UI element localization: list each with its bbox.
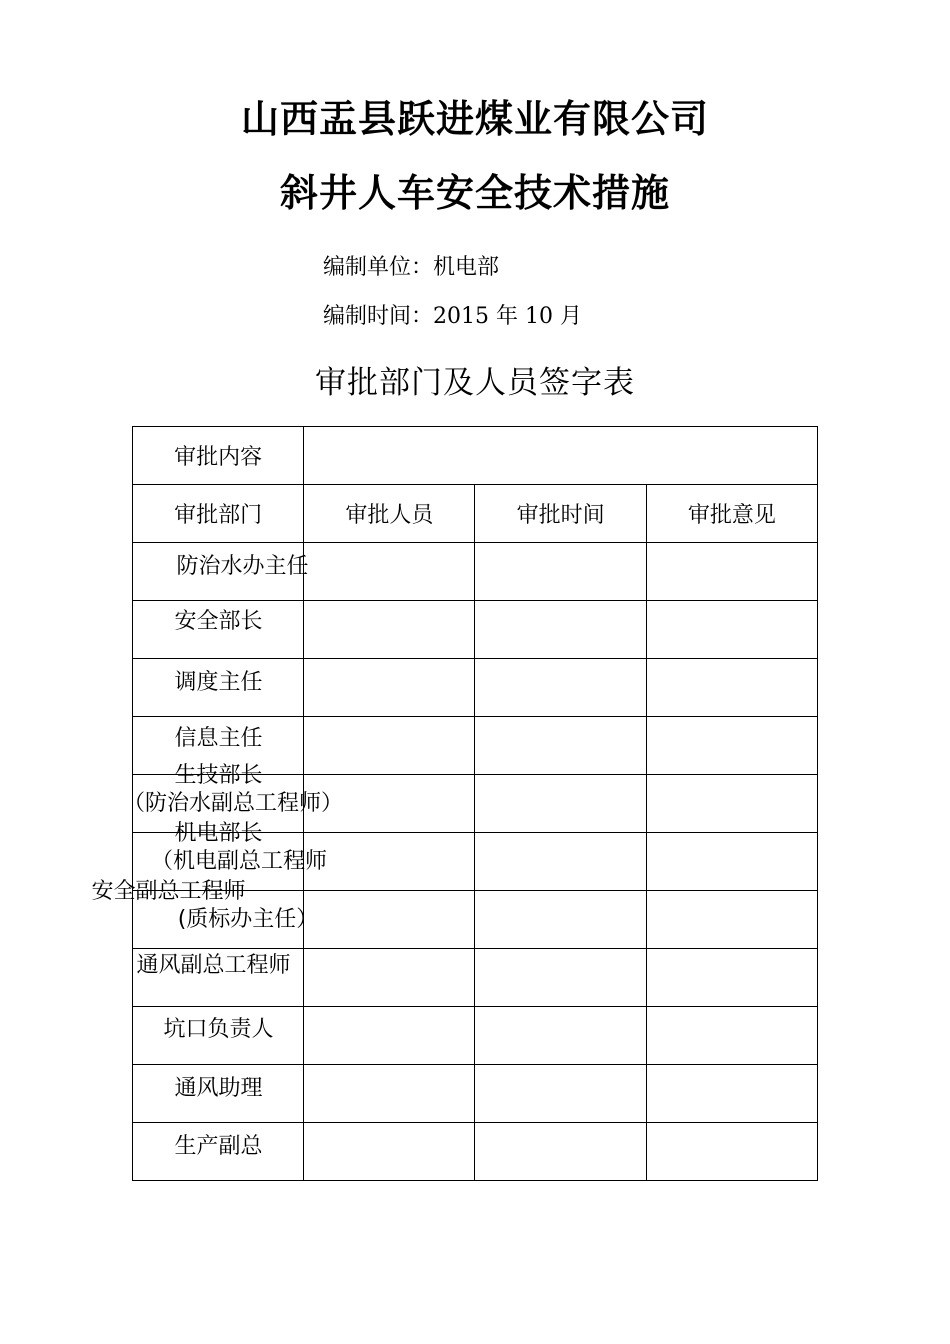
- header-department: 审批部门: [133, 485, 304, 543]
- table-title: 审批部门及人员签字表: [315, 365, 635, 401]
- opinion-cell[interactable]: [646, 1065, 817, 1123]
- opinion-cell[interactable]: [646, 659, 817, 717]
- table-row: [133, 949, 818, 1007]
- department-label-secondary: （机电副总工程师: [150, 849, 327, 874]
- department-cell: [133, 949, 304, 1007]
- approver-cell[interactable]: [304, 1123, 475, 1181]
- department-label: 坑口负责人: [163, 1017, 274, 1042]
- table-row: [133, 1123, 818, 1181]
- approval-table: [91, 426, 818, 1181]
- company-title: 山西盂县跃进煤业有限公司: [240, 97, 709, 141]
- header-row: [133, 485, 818, 543]
- approver-cell[interactable]: [304, 543, 475, 601]
- approver-cell[interactable]: [304, 949, 475, 1007]
- department-cell: [133, 1065, 304, 1123]
- department-label: 生技部长: [174, 763, 263, 788]
- time-cell[interactable]: [475, 833, 646, 891]
- table-row: [133, 543, 818, 601]
- department-label: 信息主任: [174, 726, 263, 751]
- header-time: 审批时间: [475, 485, 646, 543]
- opinion-cell[interactable]: [646, 1123, 817, 1181]
- opinion-cell[interactable]: [646, 949, 817, 1007]
- opinion-cell[interactable]: [646, 833, 817, 891]
- department-cell: [133, 543, 309, 601]
- time-cell[interactable]: [475, 543, 646, 601]
- department-label: 机电部长: [174, 821, 263, 846]
- department-label: 生产副总: [174, 1134, 263, 1159]
- table-row: [133, 1007, 818, 1065]
- table-row: [133, 601, 818, 659]
- department-cell: [133, 1007, 304, 1065]
- approver-cell[interactable]: [304, 717, 475, 775]
- table-row: [133, 659, 818, 717]
- time-cell[interactable]: [475, 891, 646, 949]
- department-cell: [133, 659, 304, 717]
- department-label: 安全部长: [174, 609, 263, 634]
- opinion-cell[interactable]: [646, 543, 817, 601]
- content-row: [133, 427, 818, 485]
- opinion-cell[interactable]: [646, 717, 817, 775]
- table-body: [91, 543, 818, 1181]
- department-label: 安全副总工程师: [91, 879, 246, 904]
- approver-cell[interactable]: [304, 659, 475, 717]
- approver-cell[interactable]: [304, 1007, 475, 1065]
- department-cell: [133, 1123, 304, 1181]
- time-cell[interactable]: [475, 1065, 646, 1123]
- department-label: 防治水办主任: [176, 554, 309, 579]
- measure-title: 斜井人车安全技术措施: [279, 171, 670, 215]
- time-cell[interactable]: [475, 717, 646, 775]
- content-label: 审批内容: [133, 427, 304, 485]
- time-cell[interactable]: [475, 775, 646, 833]
- content-value-cell[interactable]: [304, 427, 818, 485]
- time-cell[interactable]: [475, 601, 646, 659]
- approver-cell[interactable]: [304, 1065, 475, 1123]
- time-cell[interactable]: [475, 1007, 646, 1065]
- opinion-cell[interactable]: [646, 601, 817, 659]
- time-cell[interactable]: [475, 949, 646, 1007]
- opinion-cell[interactable]: [646, 891, 817, 949]
- header-opinion: 审批意见: [646, 485, 817, 543]
- department-label: 调度主任: [174, 670, 263, 695]
- compile-unit: 编制单位：机电部: [323, 255, 500, 280]
- approver-cell[interactable]: [304, 601, 475, 659]
- opinion-cell[interactable]: [646, 1007, 817, 1065]
- compile-time: 编制时间：2015 年 10 月: [323, 304, 582, 329]
- department-label-secondary: (质标办主任）: [177, 907, 319, 932]
- time-cell[interactable]: [475, 659, 646, 717]
- time-cell[interactable]: [475, 1123, 646, 1181]
- table-row: [133, 891, 818, 949]
- department-label: 通风助理: [174, 1076, 263, 1101]
- department-cell: [91, 879, 319, 949]
- opinion-cell[interactable]: [646, 775, 817, 833]
- header-approver: 审批人员: [304, 485, 475, 543]
- department-label-secondary: （防治水副总工程师）: [122, 791, 343, 816]
- department-label: 通风副总工程师: [136, 953, 291, 978]
- department-cell: [133, 601, 304, 659]
- table-row: [133, 1065, 818, 1123]
